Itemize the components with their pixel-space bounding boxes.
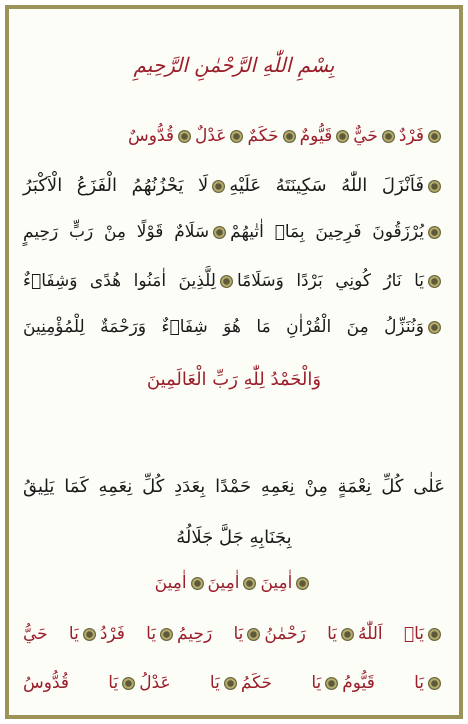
- text-segment: يُرْزَقُونَ فَرِحِينَ بِمَاۤ اٰتٰيهُمْ: [230, 222, 425, 242]
- ornament-dot-icon: [213, 226, 226, 239]
- ornament-dot-icon: [212, 180, 225, 193]
- ornament-dot-icon: [428, 226, 441, 239]
- ornament-dot-icon: [382, 130, 395, 143]
- text-segment: يَا نَارُ كُونِي بَرْدًا وَسَلَامًا: [236, 271, 424, 291]
- ornament-dot-icon: [283, 130, 296, 143]
- ornament-dot-icon: [247, 628, 260, 641]
- text-segment: فَرْدٌ: [398, 126, 424, 146]
- ornament-dot-icon: [325, 677, 338, 690]
- ornament-dot-icon: [428, 180, 441, 193]
- ornament-dot-icon: [230, 130, 243, 143]
- ornament-dot-icon: [178, 130, 191, 143]
- text-line: [23, 126, 445, 146]
- ornament-dot-icon: [428, 130, 441, 143]
- text-line: [23, 624, 445, 644]
- text-segment: يَا حَكَمُ: [240, 673, 322, 693]
- text-segment: سَلَامٌ قَوْلًا مِنْ رَبٍّ رَحِيمٍ: [23, 222, 210, 242]
- text-segment: اٰمِينَ: [154, 573, 187, 593]
- ornament-dot-icon: [341, 628, 354, 641]
- text-segment: عَدْلٌ: [195, 126, 227, 146]
- ornament-dot-icon: [83, 628, 96, 641]
- ornament-dot-icon: [336, 130, 349, 143]
- text-segment: يَا فَرْدُ: [99, 624, 157, 644]
- text-segment: يَا رَحْمٰنُ: [264, 624, 337, 644]
- text-segment: يَاۤ اَللّٰهُ: [358, 624, 424, 644]
- text-segment: يَا حَيُّ: [23, 624, 79, 644]
- ornament-dot-icon: [191, 577, 204, 590]
- text-segment: قَيُّومٌ: [299, 126, 333, 146]
- ornament-dot-icon: [428, 628, 441, 641]
- card-frame: [5, 5, 463, 719]
- text-segment: اٰمِينَ: [207, 573, 240, 593]
- ornament-dot-icon: [428, 321, 441, 334]
- text-segment: وَنُنَزِّلُ مِنَ الْقُرْاٰنِ مَا هُوَ شِفَاۤءٌ وَرَحْمَةٌ لِلْمُؤْمِنِينَ: [23, 317, 424, 337]
- text-segment: حَيٌّ: [353, 126, 378, 146]
- ornament-dot-icon: [243, 577, 256, 590]
- text-segment: لَا يَحْزُنُهُمُ الْفَزَعُ الْاَكْبَرُ: [23, 175, 209, 196]
- text-segment: يَا رَحِيمُ: [177, 624, 244, 644]
- bismillah-calligraphy: بِسْمِ اللّٰهِ الرَّحْمٰنِ الرَّحِيمِ: [133, 53, 335, 77]
- text-segment: اٰمِينَ: [260, 573, 293, 593]
- text-segment: حَكَمٌ: [247, 126, 279, 146]
- text-segment: بِجَنَابِهِ جَلَّ جَلَالُهُ: [176, 527, 292, 548]
- text-segment: فَاَنْزَلَ اللّٰهُ سَكِينَتَهُ عَلَيْهِ: [229, 175, 424, 196]
- ornament-dot-icon: [160, 628, 173, 641]
- text-line: [23, 476, 445, 497]
- text-line: [23, 573, 445, 593]
- text-segment: لِلَّذِينَ اٰمَنُوا هُدًى وَشِفَاۤءٌ: [23, 271, 216, 291]
- ornament-dot-icon: [428, 275, 441, 288]
- text-segment: عَلٰى كُلِّ نِعْمَةٍ مِنْ نِعَمِهِ حَمْدًا بِعَدَدِ كُلِّ نِعَمِهِ كَمَا يَلِيقُ: [23, 476, 445, 497]
- text-segment: يَا قَيُّومُ: [342, 673, 425, 693]
- text-line: [23, 271, 445, 291]
- text-line: [23, 175, 445, 196]
- ornament-dot-icon: [122, 677, 135, 690]
- text-line: [23, 317, 445, 337]
- text-line: [23, 527, 445, 548]
- ornament-dot-icon: [296, 577, 309, 590]
- text-line: [23, 673, 445, 693]
- ornament-dot-icon: [428, 677, 441, 690]
- text-segment: يَا عَدْلُ: [139, 673, 220, 693]
- text-line: [23, 222, 445, 242]
- text-segment: يَا قُدُّوسُ: [23, 673, 119, 693]
- text-segment: قُدُّوسٌ: [128, 126, 175, 146]
- ornament-dot-icon: [220, 275, 233, 288]
- text-segment: وَالْحَمْدُ لِلّٰهِ رَبِّ الْعَالَمِينَ: [146, 369, 322, 390]
- ornament-dot-icon: [224, 677, 237, 690]
- text-line: [23, 369, 445, 390]
